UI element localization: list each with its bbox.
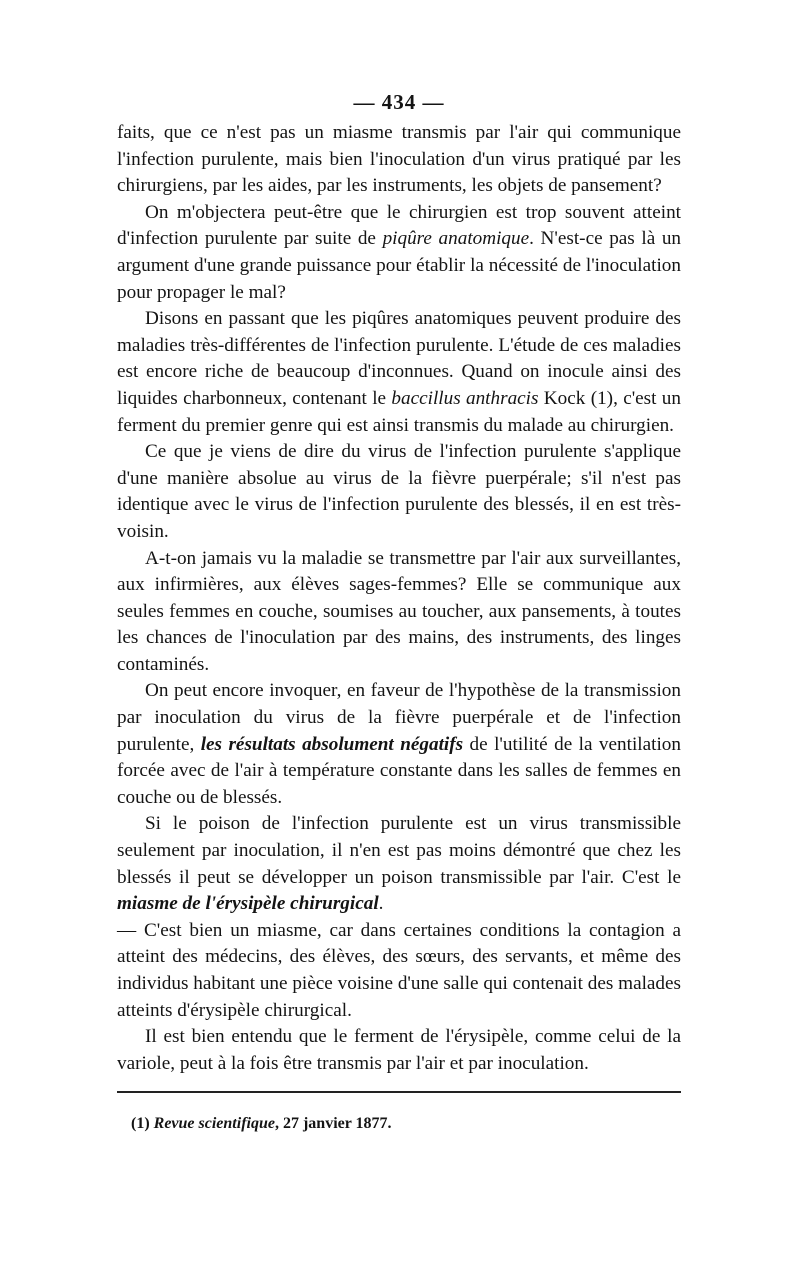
paragraph-5 xyxy=(117,546,681,679)
paragraph-text: Ce que je viens de dire du virus de l'infection purulente s'applique d'une manière absolue au virus de la fièvre puerpérale; s'il n'est pas identique avec le virus de l'infection purulente des blessés, il en est très-voisin. xyxy=(117,441,681,542)
paragraph-text: . xyxy=(378,893,384,915)
paragraph-text: On peut encore invoquer, en faveur de l'hypothèse de la transmission par inoculation du virus de la fièvre puerpérale et de l'infection purulente, xyxy=(117,680,681,755)
paragraph-text: Kock (1), c'est un ferment du premier genre qui est ainsi transmis du malade au chirurgien. xyxy=(117,387,681,436)
paragraph-3 xyxy=(117,306,681,439)
footnote-separator xyxy=(117,1091,681,1093)
document-page xyxy=(117,88,681,1135)
emphasis-text: piqûre anatomique xyxy=(382,228,530,250)
paragraph-text: Si le poison de l'infection purulente est un virus transmissible seulement par inoculation, il n'en est pas moins démontré que chez les blessés il peut se développer un poison transmissible par l'air. C'est le xyxy=(117,813,681,888)
footnote-marker: (1) xyxy=(131,1115,154,1133)
paragraph-4 xyxy=(117,439,681,545)
footnote-date: , 27 janvier 1877. xyxy=(274,1115,392,1133)
paragraph-8 xyxy=(117,918,681,1024)
paragraph-text: Disons en passant que les piqûres anatomiques peuvent produire des maladies très-différentes de l'infection purulente. L'étude de ces maladies est encore riche de beaucoup d'inconnues. Quand on inocule ainsi des liquides charbonneux, contenant le xyxy=(117,308,681,409)
footnote xyxy=(131,1113,681,1135)
paragraph-6 xyxy=(117,678,681,811)
paragraph-text: de l'utilité de la ventilation forcée avec de l'air à température constante dans les salles de femmes en couche ou de blessés. xyxy=(117,733,681,808)
paragraph-text: — C'est bien un miasme, car dans certaines conditions la contagion a atteint des médecins, des élèves, des sœurs, des servants, et même des individus habitant une pièce voisine d'une salle qui contenait des malades atteints d'érysipèle chirurgical. xyxy=(117,919,682,1021)
emphasis-text: miasme de l'érysipèle chirurgical xyxy=(117,893,379,915)
paragraph-text: A-t-on jamais vu la maladie se transmettre par l'air aux surveillantes, aux infirmières, aux élèves sages-femmes? Elle se communique aux seules femmes en couche, soumises au toucher, aux pansements, à toutes les chances de l'inoculation par des mains, des instruments, des linges contaminés. xyxy=(117,547,681,675)
footnote-source: Revue scientifique xyxy=(153,1115,275,1133)
paragraph-2 xyxy=(117,200,681,306)
paragraph-text: faits, que ce n'est pas un miasme transmis par l'air qui communique l'infection purulente, mais bien l'inoculation d'un virus pratiqué par les chirurgiens, par les aides, par les instruments, les objets de pansement? xyxy=(117,122,681,197)
emphasis-text: les résultats absolument négatifs xyxy=(200,733,464,755)
paragraph-7 xyxy=(117,811,681,917)
emphasis-text: baccillus anthracis xyxy=(391,387,539,409)
paragraph-text: On m'objectera peut-être que le chirurgien est trop souvent atteint d'infection purulente par suite de xyxy=(117,201,681,250)
paragraph-text: . N'est-ce pas là un argument d'une grande puissance pour établir la nécessité de l'inoculation pour propager le mal? xyxy=(117,228,682,303)
paragraph-1 xyxy=(117,120,681,200)
body-text xyxy=(117,120,681,1077)
paragraph-text: Il est bien entendu que le ferment de l'érysipèle, comme celui de la variole, peut à la fois être transmis par l'air et par inoculation. xyxy=(117,1026,681,1074)
page-number: — 434 — xyxy=(353,90,445,114)
paragraph-9 xyxy=(117,1024,681,1077)
